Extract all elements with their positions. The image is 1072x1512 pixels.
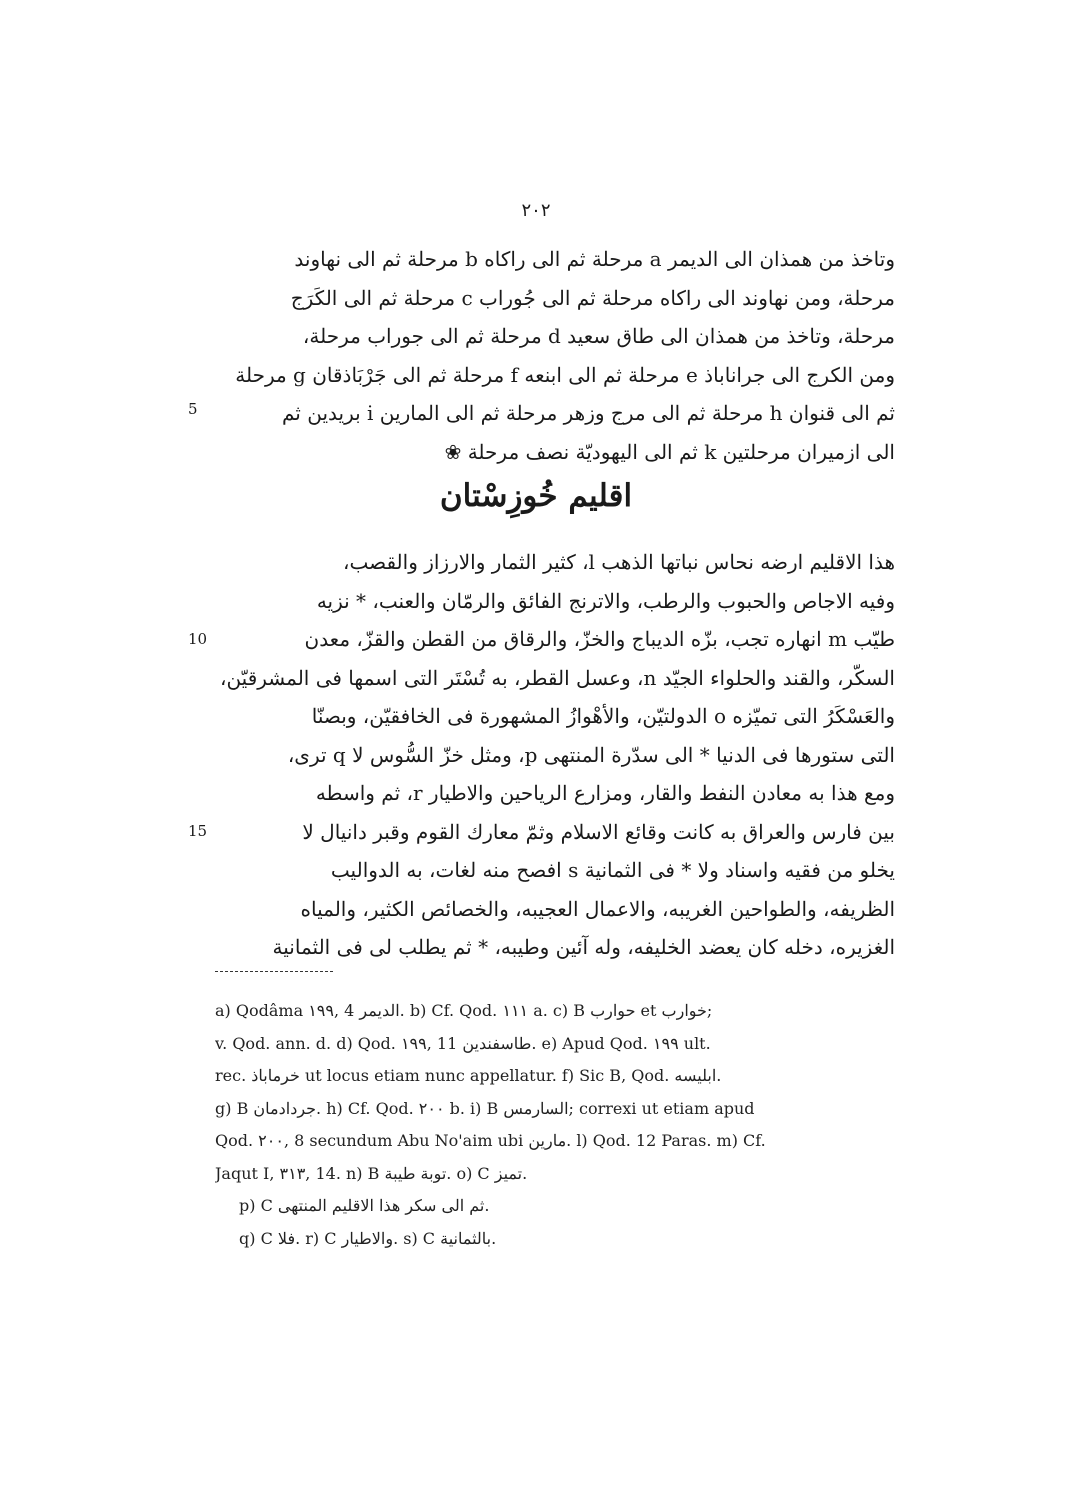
- text-line: الغزيره، دخله كان يعضد الخليفه، وله آئين وطيبه، * ثم يطلب لى فى الثمانية: [272, 935, 895, 959]
- text-line: ثم الى قنوان h مرحلة ثم الى مرج وزهر مرحلة ثم الى المارين i بريدين ثم: [281, 401, 895, 425]
- text-line: السكّر، والقند والحلواء الجيّد n، وعسل القطر، به تُسْتَر التى اسمها فى المشرقيّن،: [219, 665, 895, 690]
- line-number: 5: [188, 400, 198, 418]
- text-line: بين فارس والعراق به كانت وقائع الاسلام وثمّ معارك القوم وقبر دانيال لا: [302, 819, 895, 844]
- footnote-line: a) Qodâma ١٩٩, 4 الديمر. b) Cf. Qod. ١١١ a. c) B حوارب et خوارب;: [215, 1001, 713, 1020]
- text-line: مرحلة، ومن نهاوند الى راكاه مرحلة ثم الى جُوراب c مرحلة ثم الى الكَرَج: [290, 285, 895, 310]
- footnotes-block: [215, 995, 875, 1255]
- text-line: والعَسْكَرُ التى تميّزه o الدولتيّن، والأهْوازُ المشهورة فى الخافقيّن، وبصنّا: [311, 704, 895, 728]
- footnote-line: q) C فلا. r) C والاطيار. s) C بالثمانية.: [239, 1228, 497, 1248]
- footnote-divider: [215, 971, 333, 972]
- footnote-line: v. Qod. ann. d. d) Qod. ١٩٩, 11 طاسفندين. e) Apud Qod. ١٩٩ ult.: [215, 1033, 711, 1053]
- footnote-line: Jaqut I, ٣١٣, 14. n) B توبة طيبة. o) C تميز.: [215, 1163, 528, 1183]
- line-number: 10: [188, 630, 208, 648]
- text-line: يخلو من فقيه واسناد ولا * فى الثمانية s افصح منه لغات، به الدواليب: [330, 858, 895, 882]
- page-number: ٢٠٢: [521, 200, 551, 221]
- text-line: وتاخذ من همذان الى الديمر a مرحلة ثم الى راكاه b مرحلة ثم الى نهاوند: [294, 247, 895, 271]
- text-line: الى ازميران مرحلتين k ثم الى اليهوديّة نصف مرحلة ❀: [444, 439, 895, 464]
- text-line: طيّب m انهاره تجب، بزّه الديباج والخزّ، والرقاق من القطن والقزّ، معدن: [304, 627, 895, 651]
- main-text-block: [215, 543, 895, 967]
- text-line: ومن الكرج الى جراناباذ e مرحلة ثم الى ابنعه f مرحلة ثم الى جَرْبَاذقان g مرحلة: [235, 362, 895, 387]
- footnote-line: g) B جردادمان. h) Cf. Qod. ٢٠٠ b. i) B السارمس; correxi ut etiam apud: [215, 1098, 755, 1118]
- text-line: الظريفه، والطواحين الغريبه، والاعمال العجيبه، والخصائص الكثير، والمياه: [300, 896, 895, 921]
- text-line: التى ستورها فى الدنيا * الى سدّرة المنتهى p، ومثل خزّ السُّوس لا q ترى،: [287, 742, 895, 767]
- footnote-line: Qod. ٢٠٠, 8 secundum Abu No'aim ubi مارين. l) Qod. 12 Paras. m) Cf.: [215, 1131, 766, 1150]
- footnote-line: rec. خرماباذ ut locus etiam nunc appellatur. f) Sic B, Qod. ابليسه.: [215, 1066, 722, 1085]
- text-line: وفيه الاجاص والحبوب والرطب، والاترنج الفائق والرمّان والعنب، * نزيه: [316, 588, 895, 613]
- line-number: 15: [188, 822, 208, 840]
- top-text-block: [215, 240, 895, 471]
- section-heading: اقليم خُوزِسْتان: [439, 478, 633, 514]
- text-line: ومع هذا به معادن النفط والقار، ومزارع الرياحين والاطيار r، ثم واسطه: [315, 781, 895, 805]
- footnote-line: p) C ثم الى سكر هذا الاقليم المنتهى.: [239, 1196, 490, 1215]
- text-line: هذا الاقليم ارضه نحاس نباتها الذهب l، كثير الثمار والارزاز والقصب،: [343, 550, 895, 574]
- text-line: مرحلة، وتاخذ من همذان الى طاق سعيد d مرحلة ثم الى جوراب مرحلة،: [302, 324, 895, 348]
